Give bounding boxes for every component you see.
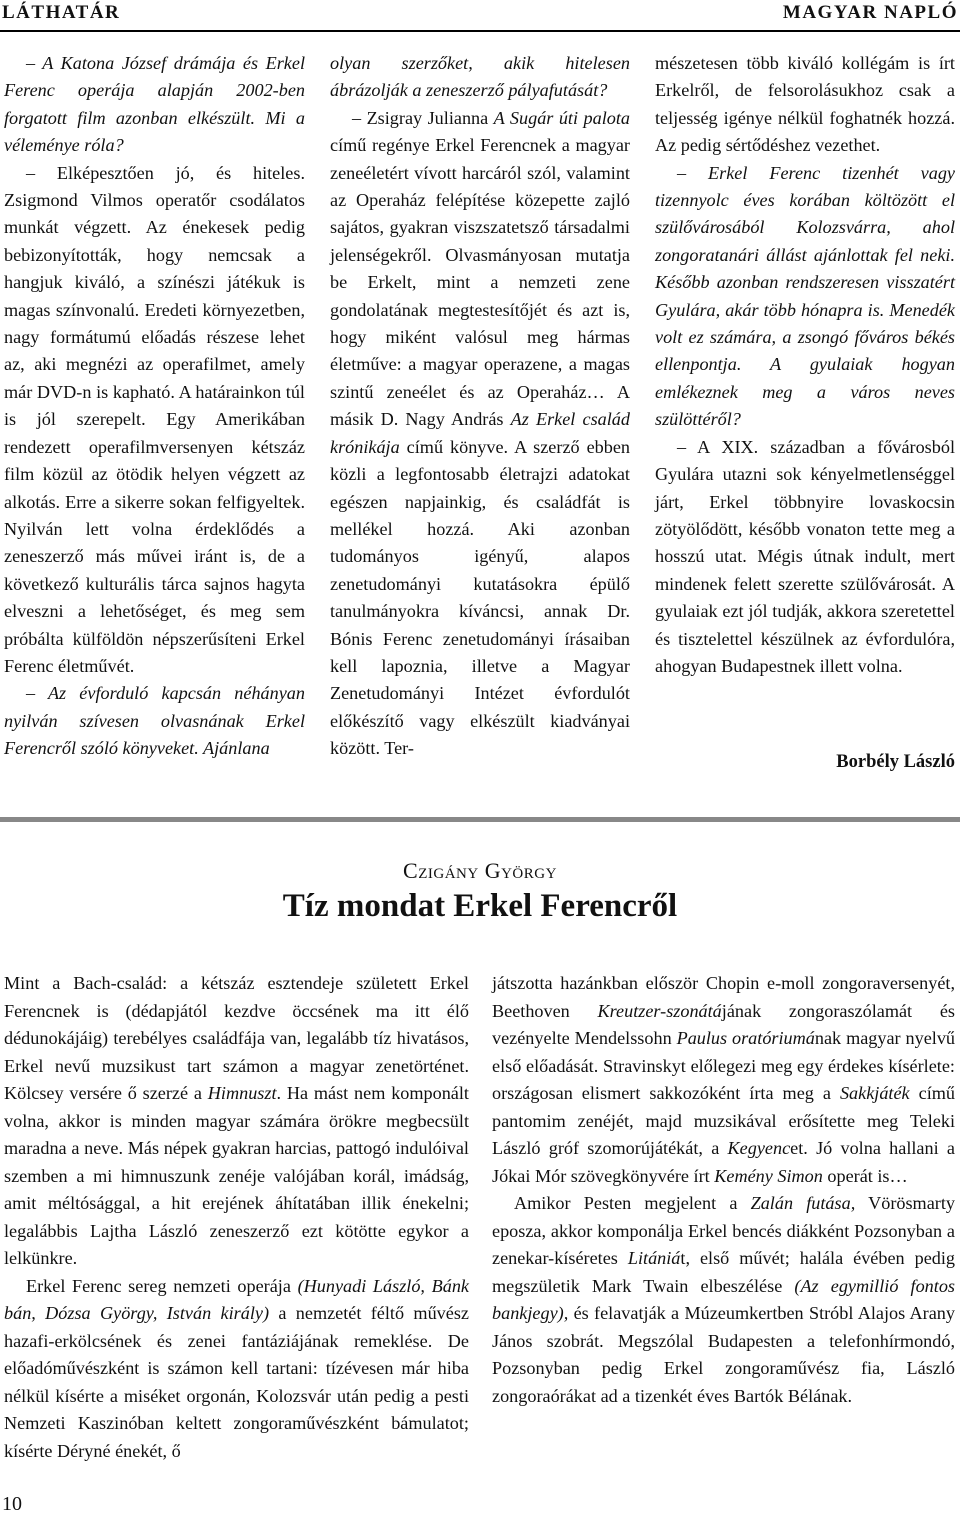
section-divider bbox=[0, 817, 960, 822]
interviewer-signature: Borbély László bbox=[836, 752, 955, 772]
article-paragraph: Erkel Ferenc sereg nemzeti operája (Hunyadi László, Bánk bán, Dózsa György, István király) a nemzetét féltő művész hazafi-erkölcsének és zenei fantáziájának remeklése. De előadóművészként is számon kell tartani: tízévesen már hiba nélkül kísérte a miséket orgonán, Kolozsvár után pedig a pesti Nemzeti Kaszinóban keltett zongoraművészként bámulatot; kísérte Déryné énekét, ő bbox=[4, 1275, 469, 1461]
work-title: Kegyenc bbox=[727, 1138, 791, 1158]
interview-column-1 bbox=[4, 50, 305, 763]
work-title: Litániá bbox=[627, 1248, 681, 1268]
answer-3: – A XIX. században a fővárosból Gyulára utazni sok kényelmetlenséggel járt, Erkel többnyire lovaskocsin zötyölődött, később vonaton tette meg a hosszú utat. Mégis útnak indult, mert mindenek felett szerette szülővárosát. A gyulaiak ezt jól tudják, akkora szeretettel és tisztelettel készülnek az évfordulóra, ahogyan Budapestnek illett volna. bbox=[655, 436, 955, 676]
article-column-left bbox=[4, 970, 469, 1465]
work-title: (Hunyadi László, Bánk bán, Dózsa György, István király) bbox=[4, 1275, 469, 1323]
work-title: Sakkjáték bbox=[839, 1083, 910, 1103]
article-paragraph: Amikor Pesten megjelent a Zalán futása, Vörösmarty eposza, akkor komponálja Erkel bencés diákként Pozsonyban a zenekar-kíséretes Litániát, első művét; halála évében pedig megszületik Mark Twain elbeszélése (Az egymillió fontos bankjegy), és felavatják a Múzeumkertben Stróbl Alajos Arany János szobrát. Megszólal Budapesten a telefonhírmondó, Pozsonyban pedig Erkel zongoraművész fia, László zongoraórákat ad a tizenkét éves Bartók Bélának. bbox=[492, 1193, 956, 1406]
page-number: 10 bbox=[2, 1493, 22, 1515]
article-title: Tíz mondat Erkel Ferencről bbox=[282, 888, 678, 924]
question-3: – Erkel Ferenc tizenhét vagy tizennyolc éves korában költözött el szülővárosából Kolozsvárra, ahol zongoratanári állást ajánlottak fel neki. Később azonban rendszeresen visszatért Gyulára, akár több hónapra is. Menedék volt ez számára, a zsongó főváros békés ellenpontja. A gyulaiak hogyan emlékeznek meg a város neves szülöttéről? bbox=[655, 162, 955, 430]
section-title: LÁTHATÁR bbox=[2, 2, 121, 23]
publication-name: MAGYAR NAPLÓ bbox=[782, 2, 958, 23]
work-title: Himnuszt bbox=[207, 1083, 277, 1103]
interview-column-2 bbox=[330, 50, 630, 763]
work-title: Kemény Simon bbox=[714, 1165, 823, 1186]
question-2-continued: olyan szerzőket, akik hitelesen ábrázolják a zeneszerző pályafutását? bbox=[330, 53, 630, 101]
work-title: Paulus oratóriumá bbox=[676, 1028, 815, 1048]
work-title: (Az egymillió fontos bankjegy), bbox=[492, 1275, 956, 1323]
work-title: Zalán futása, bbox=[750, 1193, 856, 1213]
running-header bbox=[0, 0, 960, 32]
book-title: Az Erkel család krónikája bbox=[330, 409, 630, 457]
article-author: Czigány György bbox=[403, 858, 557, 883]
article-paragraph: Mint a Bach-család: a kétszáz esztendeje született Erkel Ferencnek is (dédapjától kezdve öccsének ma itt élő dédunokájáig) terebélyes családfája van, legalább tíz hivatásos, Erkel nevű muzsikust tart számon a magyar zenetörténet. Kölcsey versére ő szerzé a Himnuszt. Ha mást nem komponált volna, akkor is minden magyar számára örökre megbecsült maradna a neve. Más népek gyakran harcias, pattogó indulóival szemben a mi himnuszunk zenéje valójában korál, imádság, amit méltósággal, a hit erejének áhítatában illik énekelni; legalábbis Lajtha László zeneszerző ezt kötötte egykor a lelkünkre. bbox=[4, 973, 469, 1268]
question-1: – A Katona József drámája és Erkel Ferenc operája alapján 2002-ben forgatott film azonban elkészült. Mi a véleménye róla? bbox=[4, 53, 305, 156]
article-column-right bbox=[492, 970, 955, 1410]
article-paragraph: játszotta hazánkban először Chopin e-moll zongoraversenyét, Beethoven Kreutzer-szonátájának zongoraszólamát és vezényelte Mendelssohn Paulus oratóriumának magyar nyelvű első előadását. Stravinskyt előlegezi meg egy érdekes kísérlete: országosan elismert sakkozóként írta meg a Sakkjáték című pantomim zenéjét, majd muzsikával erősítette meg Teleki László gróf szomorújátékát, a Kegyencet. Jó volna hallani a Jókai Mór szövegkönyvére írt Kemény Simon operát is… bbox=[492, 973, 956, 1186]
question-2: – Az évforduló kapcsán néhányan nyilván szívesen olvasnának Erkel Ferencről szóló könyveket. Ajánlana bbox=[4, 683, 305, 759]
answer-2: – Zsigray Julianna A Sugár úti palota című regénye Erkel Ferencnek a magyar zeneéletért vívott harcáról szól, valamint az Operaház felépítése közepette zajló sajátos, gyakran viszszatetsző társadalmi jelenségekről. Olvasmányosan mutatja be Erkelt, mint a nemzeti zene gondolatának megtestesítőjét és azt is, hogy miként valósul meg hármas életműve: a magyar operazene, a magas szintű zeneélet és az Operaház… A másik D. Nagy András Az Erkel család krónikája című könyve. A szerző ebben közli a legfontosabb életrajzi adatokat egészen napjainkig, és családfát is mellékel hozzá. Aki azonban tudományos igényű, alapos zenetudományi kutatásokra épülő tanulmányokra kíváncsi, annak Dr. Bónis Ferenc zenetudományi írásaiban kell lapoznia, illetve a Magyar Zenetudományi Intézet évfordulót előkészítő vagy elkészült kiadványai között. Ter- bbox=[330, 107, 630, 759]
interview-column-3 bbox=[655, 50, 955, 680]
answer-2-continued: mészetesen több kiváló kollégám is írt Erkelről, de felsorolásukhoz csak a teljesség igénye nélkül foghatnék hozzá. Az pedig sértődéshez vezethet. bbox=[655, 53, 955, 156]
answer-1: – Elképesztően jó, és hiteles. Zsigmond Vilmos operatőr csodálatos munkát végzett. Az énekesek pedig bebizonyították, hogy nemcsak a hangjuk kiváló, a színészi játékuk is magas színvonalú. Eredeti környezetben, nagy formátumú előadás részese lehet az, aki megnézi az operafilmet, amely már DVD-n is kapható. A határainkon túl is jól szerepelt. Egy Amerikában rendezett operafilmversenyen kétszáz film közül az ötödik helyen végzett az alkotás. Erre a sikerre sokan felfigyeltek. Nyilván lett volna érdeklődés a zeneszerző más művei iránt is, de a következő kulturális tárca sajnos hagyta elveszni a lehetőséget, és meg sem próbálta külföldön népszerűsíteni Erkel Ferenc életművét. bbox=[4, 162, 305, 676]
book-title: A Sugár úti palota bbox=[493, 107, 630, 128]
work-title: Kreutzer-szonátá bbox=[597, 1000, 722, 1021]
